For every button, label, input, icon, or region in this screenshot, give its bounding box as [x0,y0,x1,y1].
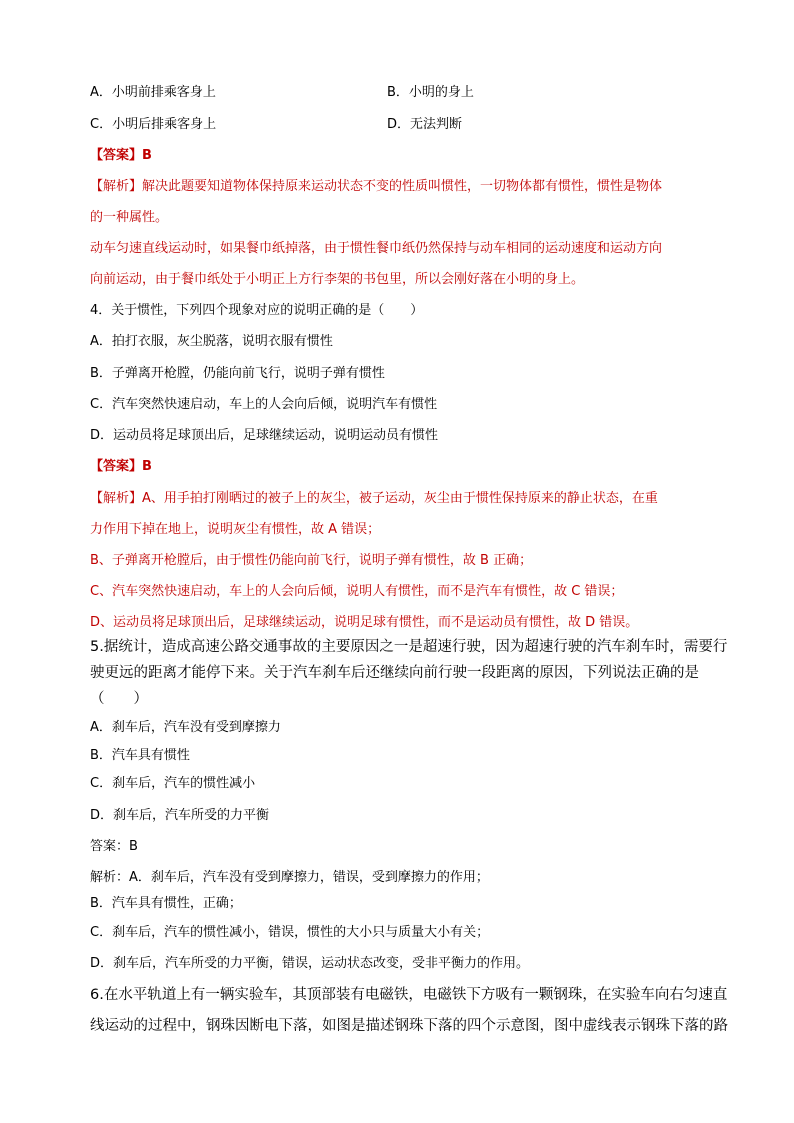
q5-option-d: D．刹车后，汽车所受的力平衡 [90,808,270,823]
q4-analysis-line-1: 【解析】A、用手拍打刚晒过的被子上的灰尘，被子运动，灰尘由于惯性保持原来的静止状态，在重 [90,491,658,506]
q6-stem-line-1: 6.在水平轨道上有一辆实验车，其顶部装有电磁铁，电磁铁下方吸有一颗钢珠，在实验车向右匀速直 [90,987,728,1003]
q3-option-b: B．小明的身上 [387,85,474,100]
q4-analysis-line-2: 力作用下掉在地上，说明灰尘有惯性，故 A 错误； [90,522,381,537]
q5-stem-line-1: 5.据统计，造成高速公路交通事故的主要原因之一是超速行驶，因为超速行驶的汽车刹车时，需要行 [90,639,728,655]
q3-option-a: A．小明前排乘客身上 [90,85,216,100]
q3-analysis-line-4: 向前运动，由于餐巾纸处于小明正上方行李架的书包里，所以会刚好落在小明的身上。 [90,272,585,287]
q4-option-b: B．子弹离开枪膛，仍能向前飞行，说明子弹有惯性 [90,366,385,381]
q5-answer: 答案：B [90,839,138,854]
q4-answer: 【答案】B [90,459,152,474]
q3-analysis-line-2: 的一种属性。 [90,210,169,225]
q5-analysis-line-3: C．刹车后，汽车的惯性减小，错误，惯性的大小只与质量大小有关； [90,925,490,940]
q5-analysis-line-2: B．汽车具有惯性，正确； [90,896,242,911]
q3-option-c: C．小明后排乘客身上 [90,117,217,132]
q5-analysis-line-1: 解析：A．刹车后，汽车没有受到摩擦力，错误，受到摩擦力的作用； [90,870,489,885]
q4-analysis-line-5: D、运动员将足球顶出后，足球继续运动，说明足球有惯性，而不是运动员有惯性，故 D 错误。 [90,615,639,630]
q5-option-b: B．汽车具有惯性 [90,748,190,763]
q4-option-c: C．汽车突然快速启动，车上的人会向后倾，说明汽车有惯性 [90,397,438,412]
q6-stem-line-2: 线运动的过程中，钢珠因断电下落，如图是描述钢珠下落的四个示意图，图中虚线表示钢珠下落的路 [90,1018,728,1034]
q5-stem-line-3: （ ） [90,691,148,707]
q3-answer: 【答案】B [90,148,152,163]
q5-analysis-line-4: D．刹车后，汽车所受的力平衡，错误，运动状态改变，受非平衡力的作用。 [90,956,530,971]
q4-stem: 4．关于惯性，下列四个现象对应的说明正确的是（ ） [90,303,424,318]
q4-option-d: D．运动员将足球顶出后，足球继续运动，说明运动员有惯性 [90,428,439,443]
q5-option-a: A．刹车后，汽车没有受到摩擦力 [90,720,281,735]
q3-analysis-line-1: 【解析】解决此题要知道物体保持原来运动状态不变的性质叫惯性，一切物体都有惯性，惯性是物体 [90,179,663,194]
q4-option-a: A．拍打衣服，灰尘脱落，说明衣服有惯性 [90,334,333,349]
q4-analysis-line-4: C、汽车突然快速启动，车上的人会向后倾，说明人有惯性，而不是汽车有惯性，故 C 错误； [90,584,624,599]
q5-option-c: C．刹车后，汽车的惯性减小 [90,776,256,791]
q3-analysis-line-3: 动车匀速直线运动时，如果餐巾纸掉落，由于惯性餐巾纸仍然保持与动车相同的运动速度和运动方向 [90,241,663,256]
q5-stem-line-2: 驶更远的距离才能停下来。关于汽车刹车后还继续向前行驶一段距离的原因，下列说法正确的是 [90,665,699,681]
q3-option-d: D．无法判断 [387,117,463,132]
q4-analysis-line-3: B、子弹离开枪膛后，由于惯性仍能向前飞行，说明子弹有惯性，故 B 正确； [90,553,533,568]
